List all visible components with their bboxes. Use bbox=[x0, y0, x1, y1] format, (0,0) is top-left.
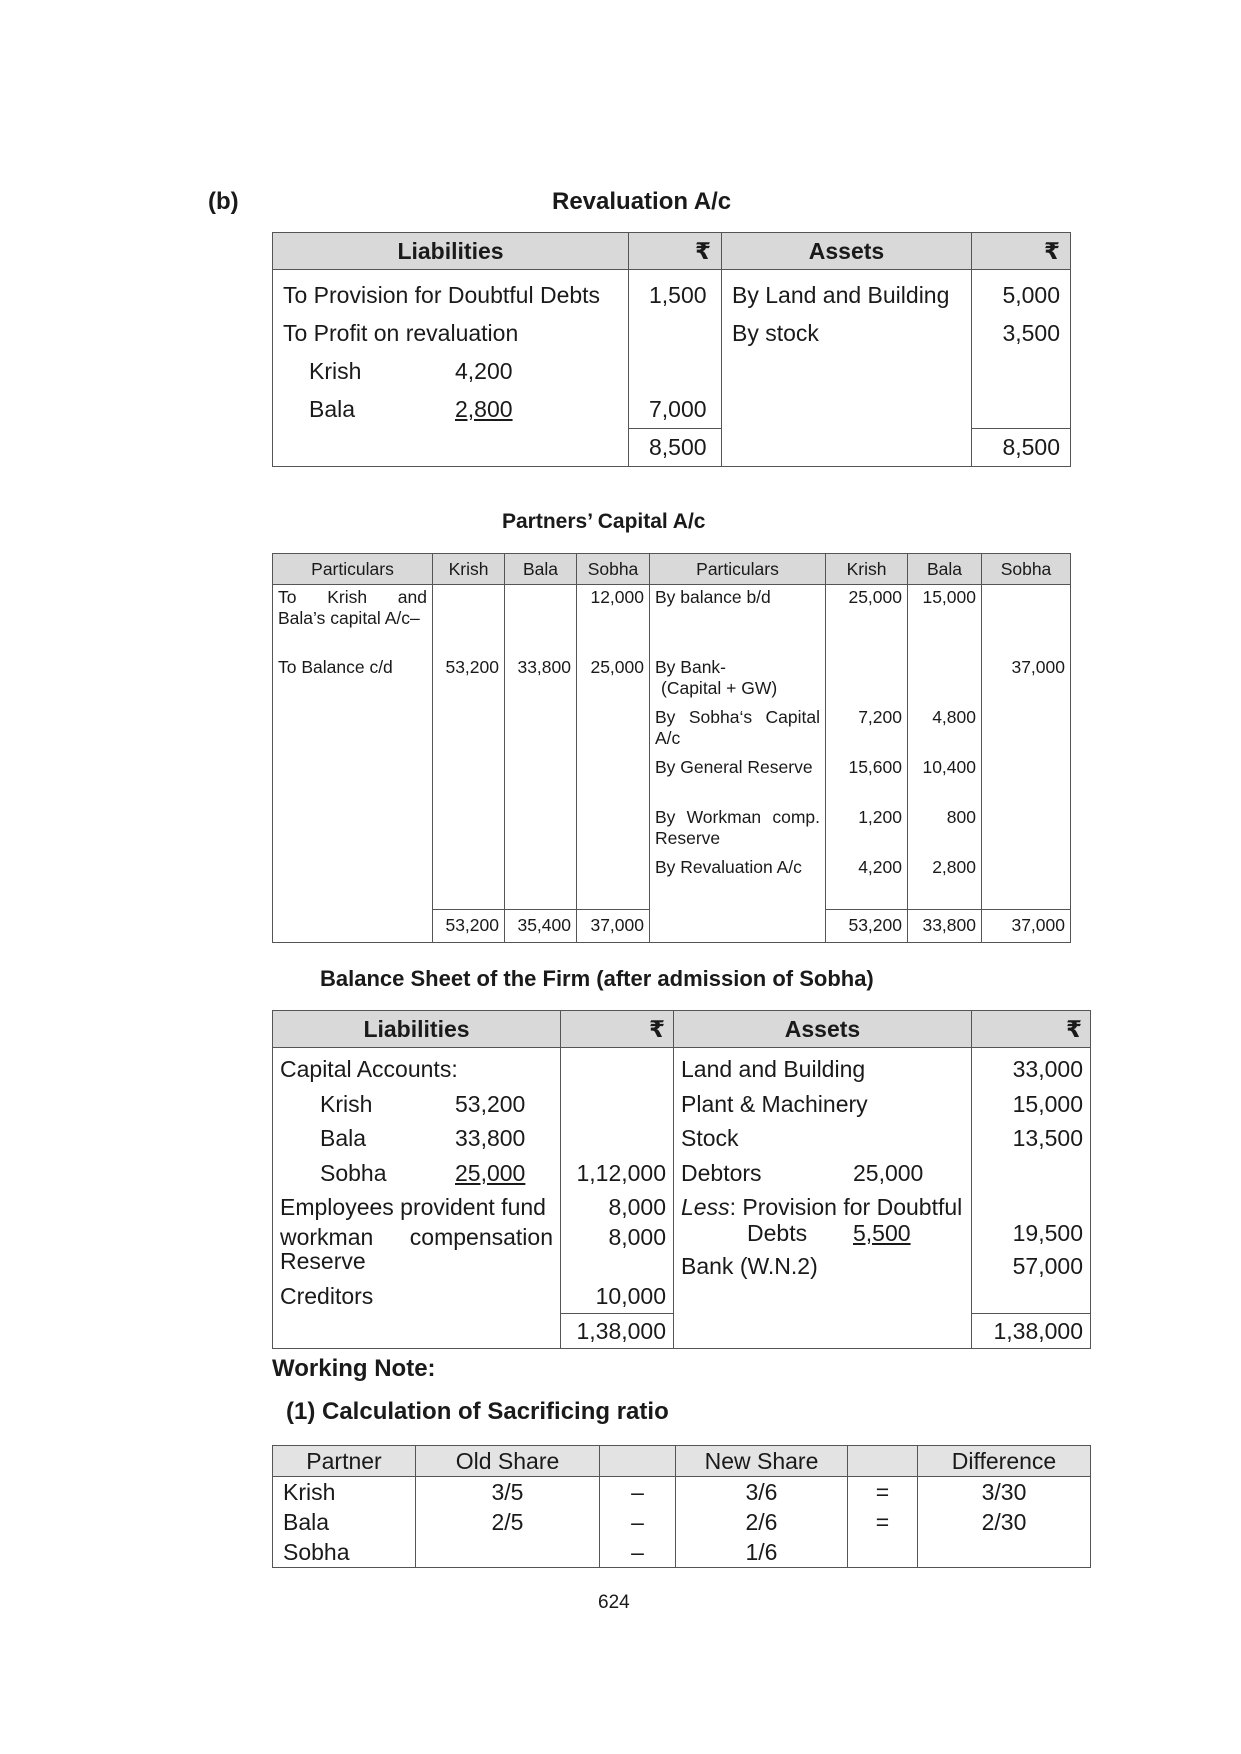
difference: 2/30 bbox=[981, 1509, 1027, 1535]
debts-label: Debts bbox=[747, 1220, 808, 1246]
credit-label: By Sobha‘s Capital A/c bbox=[650, 705, 826, 755]
partner-name: Sobha bbox=[283, 1539, 350, 1565]
col-header: Sobha bbox=[982, 554, 1071, 585]
sacrificing-ratio-table bbox=[272, 1445, 1091, 1568]
partner-name: Bala bbox=[283, 1509, 330, 1535]
part-label: (b) bbox=[208, 188, 239, 215]
debtors-amount: 25,000 bbox=[853, 1159, 924, 1186]
credit-label: By Revaluation A/c bbox=[650, 855, 826, 909]
partner-capital: 53,200 bbox=[455, 1090, 526, 1117]
land-amount: 33,000 bbox=[1012, 1056, 1083, 1082]
debit-sobha: 25,000 bbox=[577, 655, 650, 705]
wcr-label: workman compensation Reserve bbox=[280, 1223, 553, 1274]
debtors-row bbox=[681, 1156, 964, 1191]
minus-sign: – bbox=[631, 1509, 644, 1535]
col-header: Krish bbox=[433, 554, 505, 585]
working-note-title: Working Note: bbox=[272, 1355, 436, 1382]
working-note-subtitle: (1) Calculation of Sacrificing ratio bbox=[286, 1398, 669, 1425]
credit-krish: 15,600 bbox=[826, 755, 908, 805]
col-header: Particulars bbox=[650, 554, 826, 585]
asset-land: Land and Building bbox=[681, 1056, 866, 1082]
partner-name: Krish bbox=[283, 1479, 336, 1505]
credit-krish bbox=[826, 655, 908, 705]
plant-amount: 15,000 bbox=[1012, 1090, 1083, 1117]
equals-sign: = bbox=[875, 1479, 890, 1505]
credit-krish: 4,200 bbox=[826, 855, 908, 909]
total-left-sobha: 37,000 bbox=[577, 909, 650, 942]
asset-plant: Plant & Machinery bbox=[681, 1090, 868, 1117]
credit-bala: 10,400 bbox=[908, 755, 982, 805]
total-left-bala: 35,400 bbox=[505, 909, 577, 942]
credit-bala: 4,800 bbox=[908, 705, 982, 755]
partner-name: Sobha bbox=[320, 1159, 387, 1186]
net-debtors-amount: 19,500 bbox=[1012, 1220, 1083, 1246]
partner-name: Bala bbox=[309, 396, 356, 422]
col-header: Krish bbox=[826, 554, 908, 585]
total-left-krish: 53,200 bbox=[433, 909, 505, 942]
provision-label: : Provision for Doubtful bbox=[729, 1194, 963, 1220]
credit-krish: 7,200 bbox=[826, 705, 908, 755]
debts-row bbox=[681, 1219, 964, 1247]
revaluation-title: Revaluation A/c bbox=[552, 188, 732, 215]
equals-sign: = bbox=[875, 1509, 890, 1535]
credit-label: By General Reserve bbox=[650, 755, 826, 805]
col-header: Partner bbox=[273, 1446, 416, 1477]
minus-sign: – bbox=[631, 1539, 644, 1565]
credit-bala: 2,800 bbox=[908, 855, 982, 909]
credit-bala: 15,000 bbox=[908, 585, 982, 656]
total-right-krish: 53,200 bbox=[826, 909, 908, 942]
total-right: 1,38,000 bbox=[972, 1314, 1091, 1349]
col-header bbox=[848, 1446, 918, 1477]
total-right: 8,500 bbox=[972, 429, 1071, 467]
creditors-amount: 10,000 bbox=[595, 1282, 666, 1309]
balance-sheet-title: Balance Sheet of the Firm (after admission of Sobha) bbox=[320, 966, 874, 991]
wcr-amount: 8,000 bbox=[608, 1223, 666, 1250]
credit-amount: 3,500 bbox=[1002, 320, 1060, 346]
col-header: Old Share bbox=[416, 1446, 600, 1477]
revaluation-table bbox=[272, 232, 1071, 467]
header-liabilities: Liabilities bbox=[273, 233, 629, 270]
credit-label: By balance b/d bbox=[650, 585, 826, 656]
credit-label-cell bbox=[650, 655, 826, 705]
new-share: 1/6 bbox=[745, 1539, 778, 1565]
epf-amount: 8,000 bbox=[608, 1194, 666, 1220]
capital-heading: Capital Accounts: bbox=[280, 1056, 458, 1082]
bank-amount: 57,000 bbox=[1012, 1253, 1083, 1279]
header-rupee: ₹ bbox=[561, 1011, 674, 1048]
profit-split-row bbox=[283, 352, 628, 390]
partner-name: Krish bbox=[309, 358, 362, 384]
credit-amount: 5,000 bbox=[1002, 282, 1060, 308]
asset-debtors: Debtors bbox=[681, 1159, 762, 1186]
partner-capital: 25,000 bbox=[455, 1159, 526, 1186]
debit-line: To Profit on revaluation bbox=[283, 320, 519, 346]
page-number: 624 bbox=[598, 1592, 630, 1613]
credit-sobha bbox=[982, 585, 1071, 656]
capital-row bbox=[280, 1087, 553, 1122]
equals-sign bbox=[858, 1537, 907, 1567]
header-assets: Assets bbox=[722, 233, 972, 270]
credit-krish: 25,000 bbox=[826, 585, 908, 656]
old-share: 3/5 bbox=[491, 1479, 524, 1505]
capital-total: 1,12,000 bbox=[576, 1159, 666, 1186]
partner-name: Krish bbox=[320, 1090, 373, 1117]
col-header: Bala bbox=[505, 554, 577, 585]
credit-label-detail: (Capital + GW) bbox=[661, 678, 778, 698]
col-header: Bala bbox=[908, 554, 982, 585]
header-rupee: ₹ bbox=[972, 233, 1071, 270]
credit-sobha bbox=[982, 755, 1071, 805]
new-share: 3/6 bbox=[745, 1479, 778, 1505]
partner-amount: 4,200 bbox=[455, 358, 513, 384]
profit-split-row bbox=[283, 390, 628, 428]
credit-bala: 800 bbox=[908, 805, 982, 855]
creditors-label: Creditors bbox=[280, 1282, 374, 1309]
debit-bala bbox=[505, 585, 577, 656]
asset-bank: Bank (W.N.2) bbox=[681, 1253, 818, 1279]
col-header: New Share bbox=[676, 1446, 848, 1477]
difference bbox=[928, 1537, 1080, 1567]
header-rupee: ₹ bbox=[972, 1011, 1091, 1048]
provision-lines bbox=[681, 1190, 964, 1219]
col-header: Sobha bbox=[577, 554, 650, 585]
credit-line: By Land and Building bbox=[732, 282, 950, 308]
difference: 3/30 bbox=[981, 1479, 1027, 1505]
debit-line: To Provision for Doubtful Debts bbox=[283, 282, 601, 308]
old-share: 2/5 bbox=[491, 1509, 524, 1535]
asset-stock: Stock bbox=[681, 1125, 739, 1151]
stock-amount: 13,500 bbox=[1012, 1125, 1083, 1151]
credit-label: By Bank- bbox=[655, 657, 726, 677]
capital-title: Partners’ Capital A/c bbox=[502, 510, 706, 533]
col-header: Difference bbox=[918, 1446, 1091, 1477]
new-share: 2/6 bbox=[745, 1509, 778, 1535]
capital-row bbox=[280, 1156, 553, 1191]
credit-sobha bbox=[982, 855, 1071, 909]
total-right-bala: 33,800 bbox=[908, 909, 982, 942]
debit-amount: 7,000 bbox=[649, 396, 707, 422]
total-right-sobha: 37,000 bbox=[982, 909, 1071, 942]
total-left: 8,500 bbox=[629, 429, 722, 467]
minus-sign: – bbox=[631, 1479, 644, 1505]
credit-label: By Workman comp. Reserve bbox=[650, 805, 826, 855]
debit-sobha: 12,000 bbox=[577, 585, 650, 656]
credit-bala bbox=[908, 655, 982, 705]
old-share bbox=[426, 1537, 589, 1567]
debit-label: To Krish and Bala’s capital A/c– bbox=[273, 585, 433, 656]
debit-amount: 1,500 bbox=[649, 282, 707, 308]
less-label: Less bbox=[681, 1194, 730, 1220]
provision-amount: 5,500 bbox=[853, 1220, 911, 1246]
partner-capital: 33,800 bbox=[455, 1125, 526, 1151]
debit-bala: 33,800 bbox=[505, 655, 577, 705]
total-left: 1,38,000 bbox=[561, 1314, 674, 1349]
credit-krish: 1,200 bbox=[826, 805, 908, 855]
header-liabilities: Liabilities bbox=[273, 1011, 561, 1048]
credit-sobha bbox=[982, 705, 1071, 755]
balance-sheet-table bbox=[272, 1010, 1091, 1349]
credit-line: By stock bbox=[732, 320, 819, 346]
debit-label: To Balance c/d bbox=[273, 655, 433, 705]
partner-amount: 2,800 bbox=[455, 396, 513, 422]
col-header: Particulars bbox=[273, 554, 433, 585]
header-assets: Assets bbox=[674, 1011, 972, 1048]
header-rupee: ₹ bbox=[629, 233, 722, 270]
debit-krish: 53,200 bbox=[433, 655, 505, 705]
credit-sobha: 37,000 bbox=[982, 655, 1071, 705]
capital-table bbox=[272, 553, 1071, 943]
debit-krish bbox=[433, 585, 505, 656]
partner-name: Bala bbox=[320, 1125, 367, 1151]
capital-row bbox=[280, 1121, 553, 1156]
credit-sobha bbox=[982, 805, 1071, 855]
epf-label: Employees provident fund bbox=[280, 1194, 546, 1220]
col-header bbox=[600, 1446, 676, 1477]
